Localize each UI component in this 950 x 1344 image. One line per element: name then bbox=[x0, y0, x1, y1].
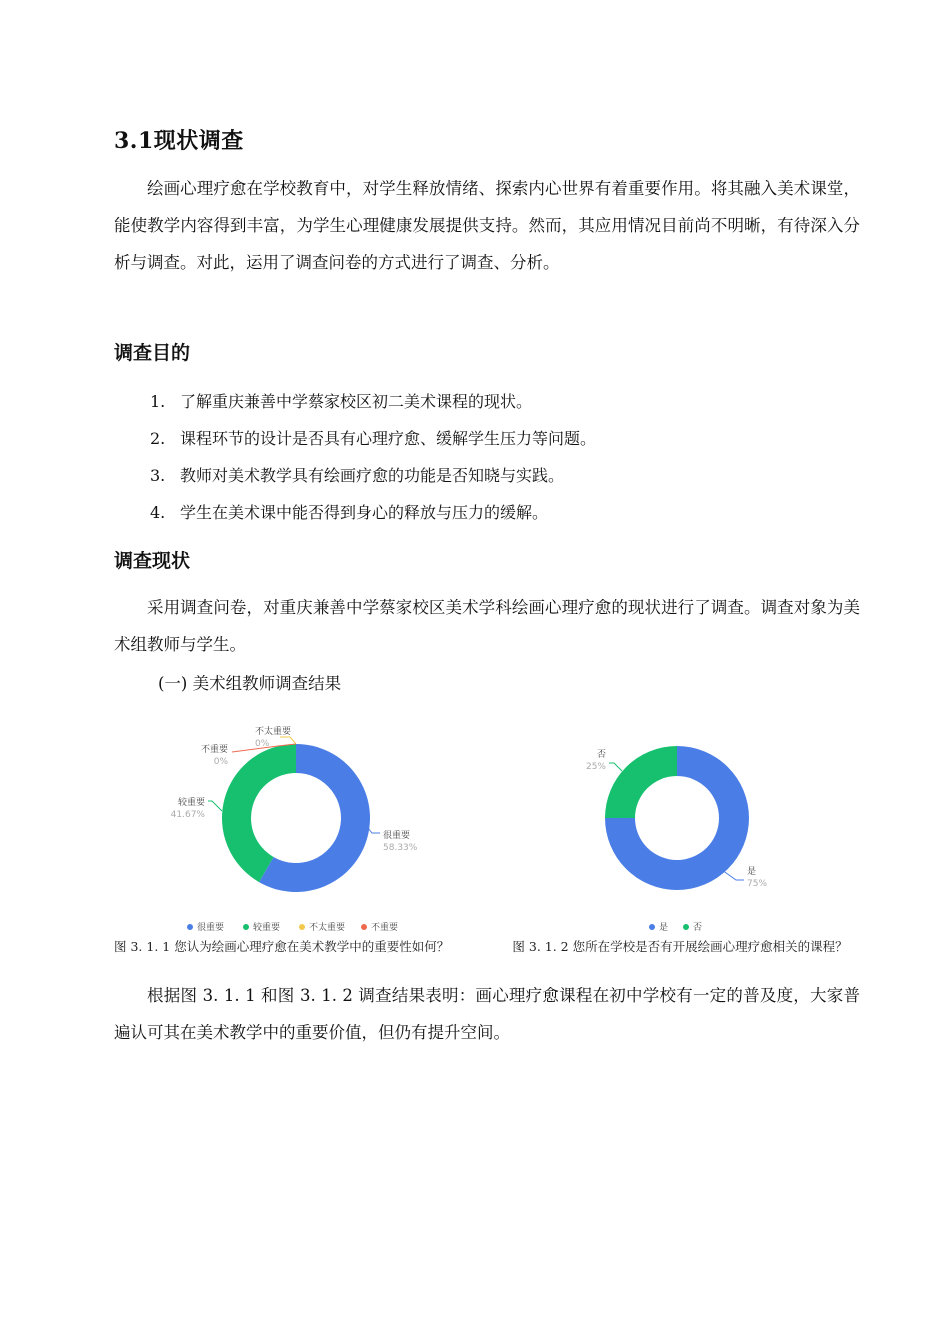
list-item: 4. 学生在美术课中能否得到身心的释放与压力的缓解。 bbox=[150, 503, 549, 522]
list-item: 3. 教师对美术教学具有绘画疗愈的功能是否知晓与实践。 bbox=[150, 466, 565, 485]
slice-value-label-1: 25% bbox=[585, 762, 606, 772]
legend-marker-3 bbox=[361, 924, 367, 930]
leader-line-0 bbox=[722, 870, 744, 880]
legend-label-0: 很重要 bbox=[197, 923, 225, 933]
slice-value-label-3: 0% bbox=[213, 757, 228, 767]
status-heading: 调查现状 bbox=[114, 550, 191, 572]
slice-category-label-1: 较重要 bbox=[177, 798, 205, 808]
purpose-list bbox=[150, 387, 596, 535]
legend-marker-0 bbox=[187, 924, 193, 930]
purpose-heading: 调查目的 bbox=[114, 342, 191, 364]
slice-category-label-1: 否 bbox=[596, 750, 606, 760]
leader-line-2 bbox=[280, 737, 296, 744]
legend-marker-0 bbox=[649, 924, 655, 930]
legend-marker-2 bbox=[299, 924, 305, 930]
figure-caption-2: 图 3. 1. 2 您所在学校是否有开展绘画心理疗愈相关的课程？ bbox=[512, 939, 848, 954]
status-paragraph: 采用调查问卷，对重庆兼善中学蔡家校区美术学科绘画心理疗愈的现状进行了调查。调查对象为美术组教师与学生。 bbox=[114, 598, 860, 654]
leader-line-1 bbox=[208, 801, 222, 811]
legend-label-1: 较重要 bbox=[253, 923, 281, 933]
slice-value-label-0: 58.33% bbox=[383, 843, 418, 853]
section-title: 3.1现状调查 bbox=[114, 128, 244, 154]
course-offered-donut-chart bbox=[560, 715, 810, 950]
slice-category-label-3: 不重要 bbox=[200, 745, 228, 755]
legend-label-2: 不太重要 bbox=[309, 923, 346, 933]
donut-slice-1 bbox=[605, 746, 677, 818]
leader-line-1 bbox=[609, 763, 622, 771]
list-item: 2. 课程环节的设计是否具有心理疗愈、缓解学生压力等问题。 bbox=[150, 429, 597, 448]
slice-value-label-0: 75% bbox=[747, 879, 768, 889]
list-item: 1. 了解重庆兼善中学蔡家校区初二美术课程的现状。 bbox=[150, 392, 533, 411]
importance-donut-chart bbox=[150, 715, 450, 950]
legend-label-0: 是 bbox=[659, 923, 669, 933]
slice-value-label-2: 0% bbox=[255, 739, 270, 749]
legend-marker-1 bbox=[683, 924, 689, 930]
teacher-results-subheading: (一) 美术组教师调查结果 bbox=[158, 674, 342, 693]
slice-category-label-2: 不太重要 bbox=[255, 727, 292, 737]
legend-label-3: 不重要 bbox=[371, 923, 399, 933]
legend-marker-1 bbox=[243, 924, 249, 930]
slice-value-label-1: 41.67% bbox=[170, 810, 205, 820]
importance-donut-svg bbox=[150, 715, 450, 950]
conclusion-paragraph: 根据图 3. 1. 1 和图 3. 1. 2 调查结果表明：画心理疗愈课程在初中学校有一定的普及度，大家普遍认可其在美术教学中的重要价值，但仍有提升空间。 bbox=[114, 986, 860, 1042]
donut-slice-1 bbox=[222, 744, 296, 882]
slice-category-label-0: 是 bbox=[747, 867, 757, 877]
legend-label-1: 否 bbox=[693, 923, 703, 933]
intro-paragraph: 绘画心理疗愈在学校教育中，对学生释放情绪、探索内心世界有着重要作用。将其融入美术课堂，能使教学内容得到丰富，为学生心理健康发展提供支持。然而，其应用情况目前尚不明晰，有待深入分析与调查。对此，运用了调查问卷的方式进行了调查、分析。 bbox=[114, 179, 860, 272]
figure-caption-1: 图 3. 1. 1 您认为绘画心理疗愈在美术教学中的重要性如何？ bbox=[114, 939, 450, 954]
slice-category-label-0: 很重要 bbox=[383, 831, 411, 841]
course-offered-donut-svg bbox=[560, 715, 810, 950]
